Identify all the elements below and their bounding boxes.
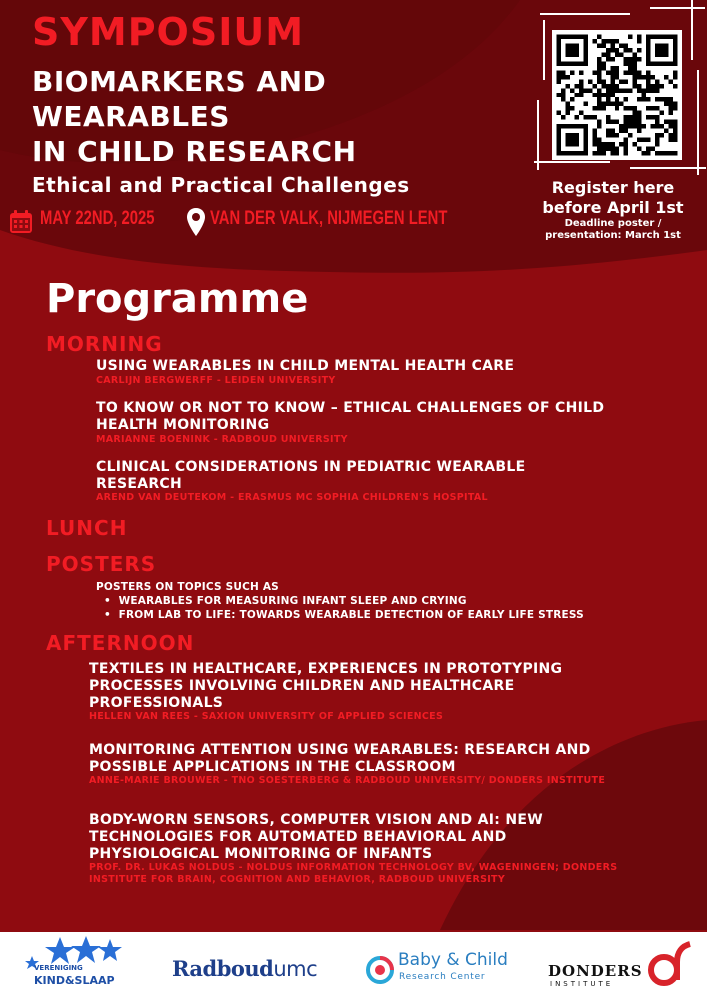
talk-title-line: RESEARCH bbox=[96, 476, 182, 492]
event-venue: VAN DER VALK, NIJMEGEN LENT bbox=[210, 208, 448, 229]
symposium-label: SYMPOSIUM bbox=[32, 10, 305, 54]
register-text bbox=[528, 178, 698, 218]
talk-title-line: POSSIBLE APPLICATIONS IN THE CLASSROOM bbox=[89, 759, 456, 775]
talk-title-line: TO KNOW OR NOT TO KNOW – ETHICAL CHALLENGES OF CHILD bbox=[96, 400, 605, 416]
talk-speaker bbox=[89, 862, 617, 886]
calendar-icon bbox=[8, 209, 34, 235]
institute-text: INSTITUTE bbox=[550, 980, 614, 988]
talk-speaker: MARIANNE BOENINK - RADBOUD UNIVERSITY bbox=[96, 434, 348, 445]
donders-symbol-icon bbox=[644, 940, 694, 990]
donders-text: DONDERS bbox=[548, 962, 643, 980]
talk-title bbox=[89, 661, 562, 712]
radboudumc-logo[interactable] bbox=[172, 956, 317, 981]
talk-title bbox=[89, 742, 591, 776]
research-center-text: Research Center bbox=[399, 972, 486, 982]
talk-speaker: CARLIJN BERGWERFF - LEIDEN UNIVERSITY bbox=[96, 375, 336, 386]
talk-speaker: AREND VAN DEUTEKOM - ERASMUS MC SOPHIA CHILDREN'S HOSPITAL bbox=[96, 492, 488, 503]
radboud-text: Radboud bbox=[172, 956, 274, 981]
donders-logo[interactable] bbox=[548, 950, 698, 996]
kind-en-slaap-logo[interactable] bbox=[18, 934, 128, 998]
talk-title-line: MONITORING ATTENTION USING WEARABLES: RESEARCH AND bbox=[89, 742, 591, 758]
event-date: MAY 22ND, 2025 bbox=[40, 208, 155, 229]
registration-qr-code[interactable] bbox=[552, 30, 682, 160]
event-title bbox=[32, 64, 357, 169]
umc-text: umc bbox=[273, 957, 318, 981]
talk-title: USING WEARABLES IN CHILD MENTAL HEALTH CARE bbox=[96, 358, 515, 374]
talk-title-line: TECHNOLOGIES FOR AUTOMATED BEHAVIORAL AND bbox=[89, 829, 507, 845]
section-afternoon: AFTERNOON bbox=[46, 631, 195, 655]
kind-slaap-top: VERENIGING bbox=[34, 964, 83, 972]
section-morning: MORNING bbox=[46, 332, 163, 356]
deadline-line: Deadline poster / bbox=[564, 218, 662, 229]
baby-child-icon bbox=[366, 956, 394, 984]
talk-title-line: PHYSIOLOGICAL MONITORING OF INFANTS bbox=[89, 846, 433, 862]
poster-item: • FROM LAB TO LIFE: TOWARDS WEARABLE DETECTION OF EARLY LIFE STRESS bbox=[104, 609, 584, 621]
talk-speaker: HELLEN VAN REES - SAXION UNIVERSITY OF APPLIED SCIENCES bbox=[89, 711, 444, 722]
talk-title-line: PROFESSIONALS bbox=[89, 695, 224, 711]
deadline-text bbox=[528, 218, 698, 242]
register-line: before April 1st bbox=[542, 198, 684, 217]
programme-heading: Programme bbox=[46, 276, 309, 322]
poster-item: • WEARABLES FOR MEASURING INFANT SLEEP AND CRYING bbox=[104, 595, 467, 607]
register-line: Register here bbox=[551, 178, 675, 197]
talk-title-line: CLINICAL CONSIDERATIONS IN PEDIATRIC WEARABLE bbox=[96, 459, 526, 475]
title-line: IN CHILD RESEARCH bbox=[32, 135, 357, 168]
event-subtitle: Ethical and Practical Challenges bbox=[32, 173, 410, 197]
section-posters: POSTERS bbox=[46, 552, 157, 576]
title-line: BIOMARKERS AND bbox=[32, 65, 327, 98]
poster-item-text: FROM LAB TO LIFE: TOWARDS WEARABLE DETECTION OF EARLY LIFE STRESS bbox=[118, 609, 584, 621]
talk-speaker-line: PROF. DR. LUKAS NOLDUS - NOLDUS INFORMATION TECHNOLOGY BV, WAGENINGEN; DONDERS bbox=[89, 862, 618, 873]
title-line: WEARABLES bbox=[32, 100, 230, 133]
poster-item-text: WEARABLES FOR MEASURING INFANT SLEEP AND CRYING bbox=[118, 595, 467, 607]
talk-title-line: BODY-WORN SENSORS, COMPUTER VISION AND AI: NEW bbox=[89, 812, 543, 828]
talk-speaker: ANNE-MARIE BROUWER - TNO SOESTERBERG & RADBOUD UNIVERSITY/ DONDERS INSTITUTE bbox=[89, 775, 606, 786]
baby-child-logo[interactable] bbox=[366, 952, 516, 992]
deadline-line: presentation: March 1st bbox=[545, 230, 681, 241]
baby-child-text: Baby & Child bbox=[398, 950, 508, 970]
sponsor-footer bbox=[0, 932, 707, 1000]
talk-title bbox=[96, 400, 604, 434]
kind-slaap-name: KIND&SLAAP bbox=[34, 974, 115, 987]
talk-speaker-line: INSTITUTE FOR BRAIN, COGNITION AND BEHAVIOR, RADBOUD UNIVERSITY bbox=[89, 874, 506, 885]
talk-title-line: PROCESSES INVOLVING CHILDREN AND HEALTHCARE bbox=[89, 678, 515, 694]
talk-title bbox=[96, 459, 525, 493]
talk-title-line: HEALTH MONITORING bbox=[96, 417, 270, 433]
talk-title bbox=[89, 812, 543, 863]
location-pin-icon bbox=[186, 207, 206, 237]
section-lunch: LUNCH bbox=[46, 516, 128, 540]
posters-intro: POSTERS ON TOPICS SUCH AS bbox=[96, 581, 279, 593]
talk-title-line: TEXTILES IN HEALTHCARE, EXPERIENCES IN PROTOTYPING bbox=[89, 661, 563, 677]
